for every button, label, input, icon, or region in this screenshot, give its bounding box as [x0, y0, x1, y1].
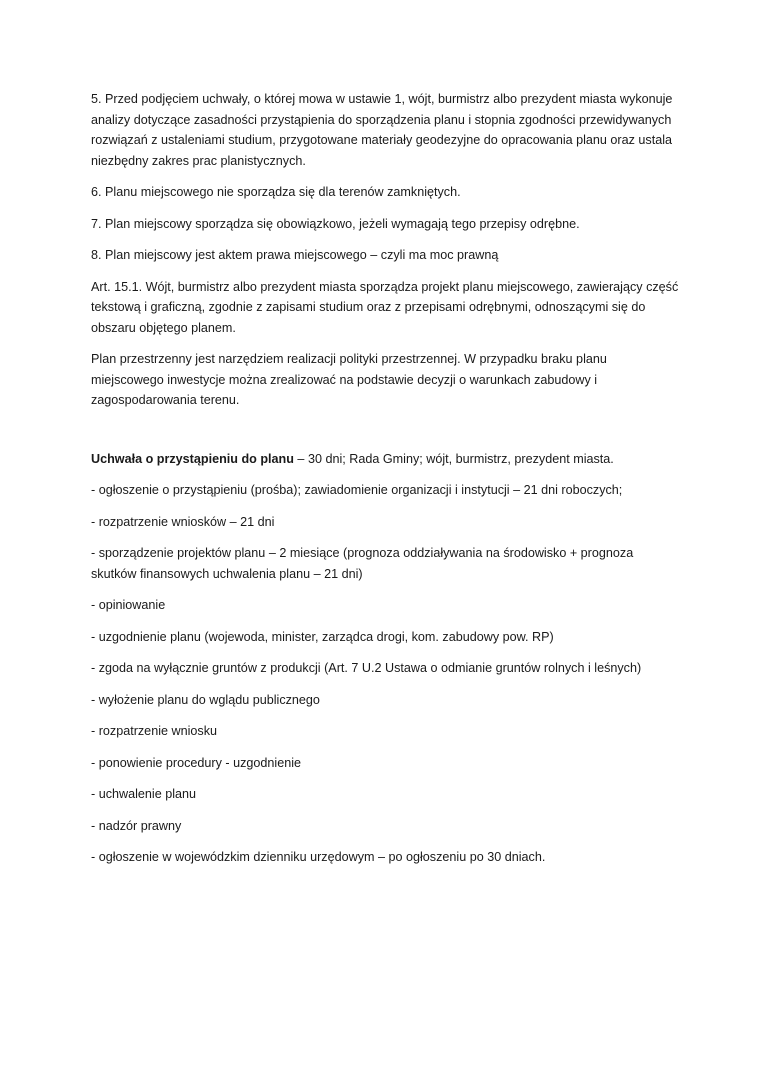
paragraph-5: 5. Przed podjęciem uchwały, o której mowa w ustawie 1, wójt, burmistrz albo prezydent miasta wykonuje analizy dotyczące zasadności przystąpienia do sporządzenia planu i stopnia zgodności przewidywanych rozwiązań z ustaleniami studium, przygotowane materiały geodezyjne do opracowania planu oraz ustala niezbędny zakres prac planistycznych.: [91, 92, 673, 168]
paragraph-6: 6. Planu miejscowego nie sporządza się dla terenów zamkniętych.: [91, 185, 461, 199]
step-item: - zgoda na wyłącznie gruntów z produkcji (Art. 7 U.2 Ustawa o odmianie gruntów rolnych i leśnych): [91, 661, 642, 675]
step-item: - uchwalenie planu: [91, 787, 197, 801]
paragraph-8: 8. Plan miejscowy jest aktem prawa miejscowego – czyli ma moc prawną: [91, 248, 499, 262]
step-item: - uzgodnienie planu (wojewoda, minister, zarządca drogi, kom. zabudowy pow. RP): [91, 629, 554, 644]
step-item: - ogłoszenie o przystąpieniu (prośba); zawiadomienie organizacji i instytucji – 21 dni roboczych;: [91, 483, 623, 497]
paragraph-art-15: Art. 15.1. Wójt, burmistrz albo prezydent miasta sporządza projekt planu miejscowego, zawierający część tekstową i graficzną, zgodnie z zapisami studium oraz z przepisami odrębnymi, odnoszącymi się do obszaru objętego planem.: [91, 279, 679, 335]
step-item: - ogłoszenie w wojewódzkim dzienniku urzędowym – po ogłoszeniu po 30 dniach.: [91, 850, 546, 864]
paragraph-7: 7. Plan miejscowy sporządza się obowiązkowo, jeżeli wymagają tego przepisy odrębne.: [91, 216, 580, 231]
resolution-line: [91, 449, 681, 470]
step-item: - sporządzenie projektów planu – 2 miesiące (prognoza oddziaływania na środowisko + prognoza skutków finansowych uchwalenia planu – 21 dni): [91, 546, 634, 581]
step-item: - rozpatrzenie wniosku: [91, 724, 217, 738]
step-item: - nadzór prawny: [91, 818, 182, 833]
step-item: - rozpatrzenie wniosków – 21 dni: [91, 514, 275, 529]
step-item: - ponowienie procedury - uzgodnienie: [91, 755, 302, 770]
step-item: - wyłożenie planu do wglądu publicznego: [91, 692, 320, 707]
resolution-details: – 30 dni; Rada Gminy; wójt, burmistrz, prezydent miasta.: [293, 451, 614, 466]
document-body: [91, 89, 681, 879]
resolution-heading: Uchwała o przystąpieniu do planu: [91, 451, 294, 466]
paragraph-plan-description: Plan przestrzenny jest narzędziem realizacji polityki przestrzennej. W przypadku braku planu miejscowego inwestycje można zrealizować na podstawie decyzji o warunkach zabudowy i zagospodarowania terenu.: [91, 352, 607, 407]
step-item: - opiniowanie: [91, 598, 166, 612]
